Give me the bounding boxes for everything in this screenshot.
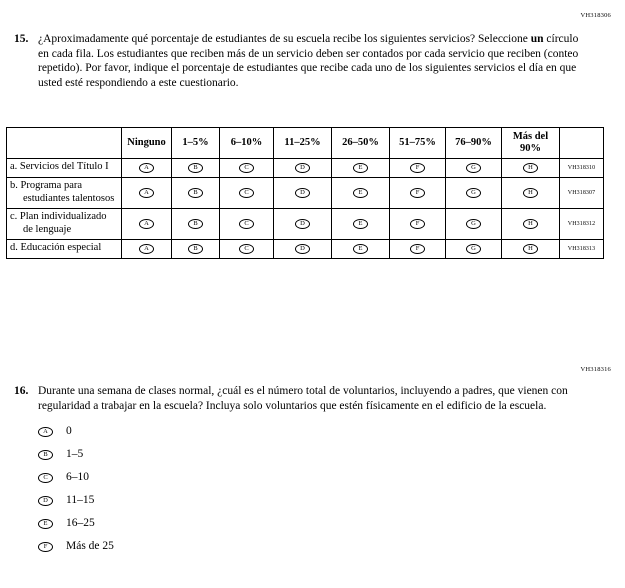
header-76-90: 76–90% (446, 128, 502, 159)
header-1-5: 1–5% (172, 128, 220, 159)
option-cell (390, 209, 446, 240)
answer-option[interactable] (38, 540, 592, 553)
option-cell (390, 178, 446, 209)
option-cell (446, 209, 502, 240)
table-row (7, 159, 604, 178)
table-row (7, 209, 604, 240)
option-cell (502, 178, 560, 209)
question-16-text: Durante una semana de clases normal, ¿cuál es el número total de voluntarios, incluyendo a padres, que vienen con regularidad a trabajar en la escuela? Incluya solo voluntarios que estén físicamente en el edificio de la escuela. (38, 385, 568, 412)
option-cell (122, 178, 172, 209)
option-label: 1–5 (66, 448, 84, 460)
option-cell (122, 209, 172, 240)
option-cell (446, 178, 502, 209)
header-ninguno: Ninguno (122, 128, 172, 159)
q15-table-body (7, 159, 604, 259)
radio-option-f[interactable]: F (410, 244, 425, 254)
option-cell (220, 159, 274, 178)
option-cell (502, 240, 560, 259)
radio-option-e[interactable]: E (38, 519, 53, 529)
radio-option-f[interactable]: F (38, 542, 53, 552)
option-cell (446, 159, 502, 178)
option-cell (172, 178, 220, 209)
option-cell (122, 240, 172, 259)
option-cell (332, 240, 390, 259)
header-11-25: 11–25% (274, 128, 332, 159)
table-row (7, 178, 604, 209)
row-label: d. Educación especial (7, 240, 122, 259)
radio-option-c[interactable]: C (239, 244, 254, 254)
radio-option-a[interactable]: A (139, 163, 154, 173)
table-header-row (7, 128, 604, 159)
radio-option-b[interactable]: B (188, 219, 203, 229)
option-label: 6–10 (66, 471, 89, 483)
option-label: 11–15 (66, 494, 95, 506)
header-code-col (560, 128, 604, 159)
option-cell (502, 159, 560, 178)
radio-option-b[interactable]: B (38, 450, 53, 460)
question-15 (14, 32, 586, 90)
radio-option-c[interactable]: C (239, 163, 254, 173)
question-15-text (38, 32, 586, 90)
radio-option-b[interactable]: B (188, 188, 203, 198)
header-empty (7, 128, 122, 159)
row-label: b. Programa para estudiantes talentosos (7, 178, 122, 209)
radio-option-e[interactable]: E (353, 219, 368, 229)
radio-option-f[interactable]: F (410, 219, 425, 229)
option-cell (274, 159, 332, 178)
q15-answer-table (6, 127, 604, 259)
radio-option-h[interactable]: H (523, 219, 538, 229)
question-16 (14, 384, 592, 563)
question-15-number: 15. (14, 33, 29, 45)
radio-option-c[interactable]: C (239, 219, 254, 229)
radio-option-f[interactable]: F (410, 188, 425, 198)
option-cell (502, 209, 560, 240)
option-cell (274, 240, 332, 259)
radio-option-a[interactable]: A (38, 427, 53, 437)
row-label: a. Servicios del Título I (7, 159, 122, 178)
radio-option-b[interactable]: B (188, 163, 203, 173)
row-code: VH318313 (560, 240, 604, 259)
radio-option-g[interactable]: G (466, 219, 481, 229)
radio-option-d[interactable]: D (38, 496, 53, 506)
q15-text-before: ¿Aproximadamente qué porcentaje de estudiantes de su escuela recibe los siguientes servicios? Seleccione (38, 33, 531, 45)
answer-option[interactable] (38, 494, 592, 507)
row-code: VH318310 (560, 159, 604, 178)
radio-option-d[interactable]: D (295, 244, 310, 254)
form-code-top: VH318306 (580, 12, 611, 19)
radio-option-g[interactable]: G (466, 244, 481, 254)
q16-options (38, 425, 592, 553)
radio-option-c[interactable]: C (38, 473, 53, 483)
radio-option-a[interactable]: A (139, 219, 154, 229)
option-cell (220, 178, 274, 209)
option-cell (390, 240, 446, 259)
option-cell (172, 240, 220, 259)
option-cell (446, 240, 502, 259)
radio-option-f[interactable]: F (410, 163, 425, 173)
answer-option[interactable] (38, 471, 592, 484)
option-label: 16–25 (66, 517, 95, 529)
radio-option-a[interactable]: A (139, 188, 154, 198)
header-26-50: 26–50% (332, 128, 390, 159)
answer-option[interactable] (38, 448, 592, 461)
radio-option-b[interactable]: B (188, 244, 203, 254)
answer-option[interactable] (38, 517, 592, 530)
option-cell (220, 209, 274, 240)
header-mas-del-90: Más del 90% (502, 128, 560, 159)
answer-option[interactable] (38, 425, 592, 438)
option-cell (172, 209, 220, 240)
radio-option-e[interactable]: E (353, 188, 368, 198)
q15-bold-word: un (530, 33, 544, 45)
radio-option-e[interactable]: E (353, 244, 368, 254)
header-51-75: 51–75% (390, 128, 446, 159)
option-label: Más de 25 (66, 540, 114, 552)
option-cell (332, 178, 390, 209)
option-cell (122, 159, 172, 178)
option-cell (220, 240, 274, 259)
row-code: VH318307 (560, 178, 604, 209)
radio-option-a[interactable]: A (139, 244, 154, 254)
radio-option-e[interactable]: E (353, 163, 368, 173)
radio-option-h[interactable]: H (523, 163, 538, 173)
header-6-10: 6–10% (220, 128, 274, 159)
radio-option-d[interactable]: D (295, 163, 310, 173)
question-16-number: 16. (14, 385, 29, 397)
row-code: VH318312 (560, 209, 604, 240)
radio-option-g[interactable]: G (466, 188, 481, 198)
radio-option-c[interactable]: C (239, 188, 254, 198)
option-cell (172, 159, 220, 178)
radio-option-g[interactable]: G (466, 163, 481, 173)
row-label: c. Plan individualizado de lenguaje (7, 209, 122, 240)
option-label: 0 (66, 425, 72, 437)
table-row (7, 240, 604, 259)
radio-option-h[interactable]: H (523, 188, 538, 198)
q15-text-after: círculo en cada fila. Los estudiantes que reciben más de un servicio deben ser contados por cada servicio que reciben (conteo repetido). Por favor, indique el porcentaje de estudiantes que recibe cada uno de los siguientes servicios el día en que usted esté respondiendo a este cuestionario. (38, 33, 579, 89)
radio-option-d[interactable]: D (295, 188, 310, 198)
option-cell (332, 159, 390, 178)
option-cell (332, 209, 390, 240)
option-cell (274, 209, 332, 240)
option-cell (274, 178, 332, 209)
radio-option-d[interactable]: D (295, 219, 310, 229)
form-code-mid: VH318316 (580, 366, 611, 373)
option-cell (390, 159, 446, 178)
radio-option-h[interactable]: H (523, 244, 538, 254)
